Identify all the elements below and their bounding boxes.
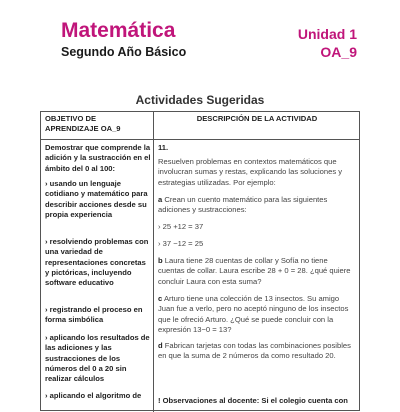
activity-item-b xyxy=(158,256,356,287)
activity-item-d xyxy=(158,341,356,362)
item-letter: d xyxy=(158,341,163,350)
header-unit: Unidad 1 xyxy=(297,26,357,42)
column-divider xyxy=(153,112,154,412)
objective-item: › resolviendo problemas con una variedad de representaciones concretas y pictóricas, incluyendo software educativo xyxy=(45,237,149,288)
col1-header: OBJETIVO DE APRENDIZAJE OA_9 xyxy=(45,114,121,133)
header-code: OA_9 xyxy=(320,44,357,60)
header-title: Matemática xyxy=(61,19,176,42)
header-subtitle: Segundo Año Básico xyxy=(61,45,187,59)
objective-intro: Demostrar que comprende la adición y la sustracción en el ámbito del 0 al 100: xyxy=(45,143,151,173)
activity-number: 11. xyxy=(158,143,169,152)
equation: › 25 +12 = 37 xyxy=(158,222,204,231)
item-letter: b xyxy=(158,256,163,265)
objective-item: › usando un lenguaje cotidiano y matemático para describir acciones desde su propia experiencia xyxy=(45,179,148,219)
activity-item-c xyxy=(158,294,356,335)
activity-intro: Resuelven problemas en contextos matemáticos que involucran sumas y restas, explicando las soluciones y estrategias utilizadas. Por ejemplo: xyxy=(158,157,343,187)
item-text: Arturo tiene una colección de 13 insectos. Su amigo Juan fue a verlo, pero no aceptó ninguno de los insectos que le ofreció Arturo. ¿Qué se puede concluir con la expresión 13−0 = 13? xyxy=(158,294,349,334)
activities-table xyxy=(40,111,360,411)
col2-header: DESCRIPCIÓN DE LA ACTIVIDAD xyxy=(196,114,318,123)
item-letter: a xyxy=(158,195,163,204)
objective-item: › aplicando el algoritmo de xyxy=(45,391,142,400)
item-text: Laura tiene 28 cuentas de collar y Sofía no tiene cuentas de collar. Laura escribe 28 + 0 = 28. ¿qué quiere concluir Laura con esta suma? xyxy=(158,256,351,286)
item-letter: c xyxy=(158,294,163,303)
teacher-note: ! Observaciones al docente: Si el colegio cuenta con xyxy=(158,396,348,405)
objective-item: › aplicando los resultados de las adiciones y las sustracciones de los números del 0 a 20 sin realizar cálculos xyxy=(45,333,150,384)
equation: › 37 −12 = 25 xyxy=(158,239,204,248)
item-text: Fabrican tarjetas con todas las combinaciones posibles en que la suma de 2 números da como resultado 20. xyxy=(158,341,351,361)
table-header-row xyxy=(41,112,359,140)
activity-item-a xyxy=(158,195,356,216)
section-title: Actividades Sugeridas xyxy=(135,93,265,107)
item-text: Crean un cuento matemático para las siguientes adiciones y sustracciones: xyxy=(158,195,328,215)
objective-item: › registrando el proceso en forma simbólica xyxy=(45,305,143,325)
